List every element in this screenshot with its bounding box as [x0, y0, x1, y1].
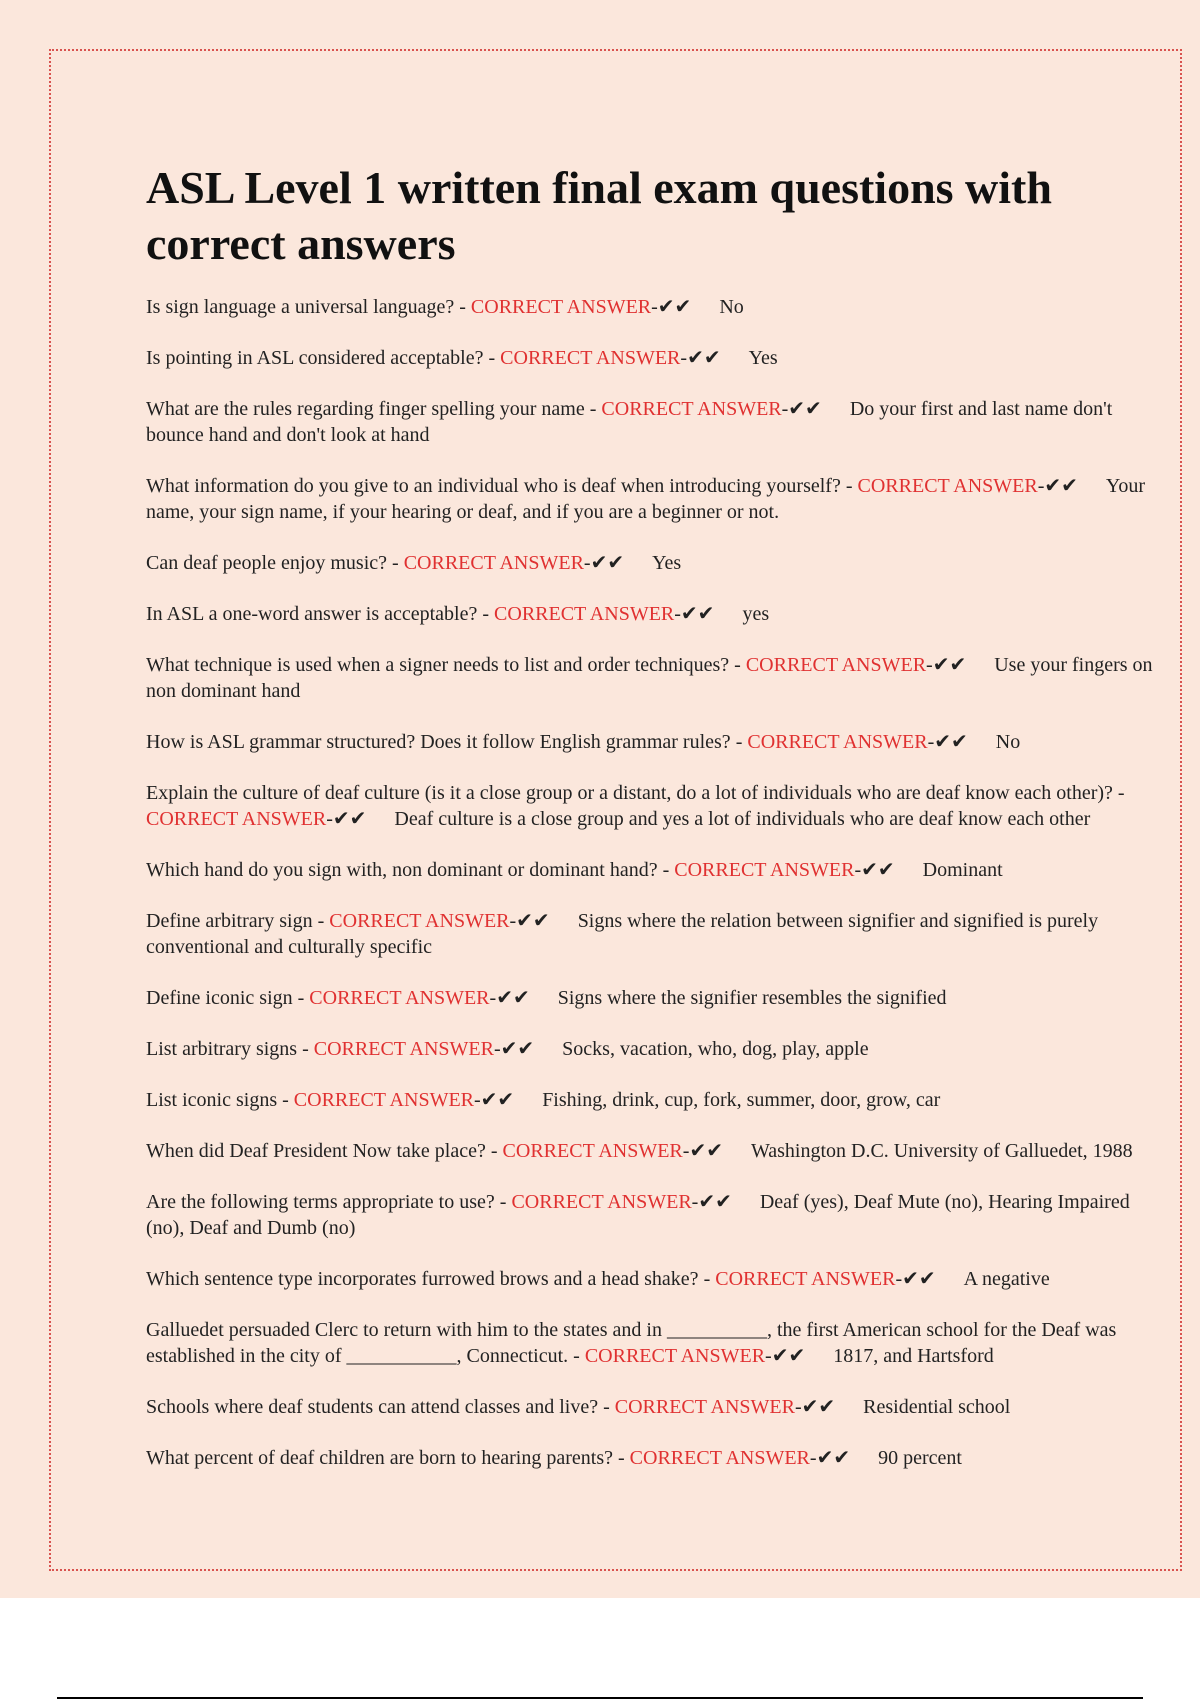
qa-item: Which sentence type incorporates furrowed brows and a head shake? - CORRECT ANSWER-✔✔ A negative: [146, 1268, 1050, 1290]
question-text: Are the following terms appropriate to use?: [146, 1191, 495, 1213]
question-text: Can deaf people enjoy music?: [146, 552, 388, 574]
checkmark-icon: ✔✔: [687, 347, 721, 369]
answer-text: Fishing, drink, cup, fork, summer, door, grow, car: [542, 1089, 941, 1111]
answer-text: A negative: [963, 1268, 1050, 1290]
correct-answer-label: CORRECT ANSWER: [494, 603, 675, 625]
correct-answer-label: CORRECT ANSWER: [747, 731, 928, 753]
answer-text: Deaf (yes), Deaf Mute (no), Hearing Impaired (no), Deaf and Dumb (no): [146, 1191, 1130, 1239]
question-text: Is pointing in ASL considered acceptable?: [146, 347, 484, 369]
answer-text: Dominant: [922, 859, 1003, 881]
correct-answer-label: CORRECT ANSWER: [293, 1089, 474, 1111]
answer-text: 1817, and Hartsford: [833, 1345, 994, 1367]
checkmark-icon: ✔✔: [788, 398, 822, 420]
checkmark-icon: ✔✔: [480, 1089, 515, 1111]
checkmark-icon: ✔✔: [902, 1268, 936, 1290]
checkmark-icon: ✔✔: [801, 1396, 836, 1418]
answer-text: No: [995, 731, 1021, 753]
question-text: What information do you give to an individual who is deaf when introducing yourself?: [146, 475, 841, 497]
correct-answer-label: CORRECT ANSWER: [502, 1140, 683, 1162]
correct-answer-label: CORRECT ANSWER: [715, 1268, 896, 1290]
correct-answer-label: CORRECT ANSWER: [857, 475, 1038, 497]
checkmark-icon: ✔✔: [590, 552, 625, 574]
correct-answer-label: CORRECT ANSWER: [674, 859, 855, 881]
document-content: [146, 160, 1166, 1496]
question-text: Define arbitrary sign: [146, 910, 313, 932]
question-text: What percent of deaf children are born to hearing parents?: [146, 1447, 613, 1469]
qa-item: Is sign language a universal language? - CORRECT ANSWER-✔✔ No: [146, 296, 744, 318]
answer-text: Yes: [748, 347, 778, 369]
qa-item: What are the rules regarding finger spelling your name - CORRECT ANSWER-✔✔ Do your first and last name don't bounce hand and don't look at hand: [146, 398, 1113, 446]
qa-item: When did Deaf President Now take place? - CORRECT ANSWER-✔✔ Washington D.C. University of Galluedet, 1988: [146, 1140, 1133, 1162]
qa-item: Define arbitrary sign - CORRECT ANSWER-✔✔ Signs where the relation between signifier and signified is purely conventional and culturally specific: [146, 910, 1099, 958]
qa-item: Can deaf people enjoy music? - CORRECT ANSWER-✔✔ Yes: [146, 552, 682, 574]
qa-item: In ASL a one-word answer is acceptable? - CORRECT ANSWER-✔✔ yes: [146, 603, 770, 625]
checkmark-icon: ✔✔: [500, 1038, 535, 1060]
checkmark-icon: ✔✔: [657, 296, 692, 318]
qa-item: Galluedet persuaded Clerc to return with him to the states and in __________, the first American school for the Deaf was established in the city of ___________, Connecticut. - CORRECT ANSWER-✔✔ 1817, and Hartsford: [146, 1319, 1117, 1367]
answer-text: Do your first and last name don't bounce hand and don't look at hand: [146, 398, 1113, 446]
correct-answer-label: CORRECT ANSWER: [629, 1447, 810, 1469]
checkmark-icon: ✔✔: [689, 1140, 723, 1162]
answer-text: Signs where the signifier resembles the signified: [557, 987, 947, 1009]
qa-item: Is pointing in ASL considered acceptable? - CORRECT ANSWER-✔✔ Yes: [146, 347, 778, 369]
checkmark-icon: ✔✔: [680, 603, 715, 625]
answer-text: Signs where the relation between signifier and signified is purely conventional and culturally specific: [146, 910, 1099, 958]
checkmark-icon: ✔✔: [816, 1447, 851, 1469]
checkmark-icon: ✔✔: [496, 987, 530, 1009]
answer-text: 90 percent: [878, 1447, 962, 1469]
question-text: Which hand do you sign with, non dominant or dominant hand?: [146, 859, 658, 881]
qa-list: [146, 294, 1166, 1471]
checkmark-icon: ✔✔: [698, 1191, 732, 1213]
answer-text: yes: [742, 603, 770, 625]
question-text: Is sign language a universal language?: [146, 296, 455, 318]
answer-text: Residential school: [863, 1396, 1011, 1418]
correct-answer-label: CORRECT ANSWER: [309, 987, 490, 1009]
question-text: Explain the culture of deaf culture (is it a close group or a distant, do a lot of individuals who are deaf know each other)?: [146, 782, 1113, 804]
checkmark-icon: ✔✔: [861, 859, 895, 881]
correct-answer-label: CORRECT ANSWER: [614, 1396, 795, 1418]
correct-answer-label: CORRECT ANSWER: [601, 398, 782, 420]
qa-item: How is ASL grammar structured? Does it follow English grammar rules? - CORRECT ANSWER-✔✔ No: [146, 731, 1021, 753]
correct-answer-label: CORRECT ANSWER: [313, 1038, 494, 1060]
qa-item: Define iconic sign - CORRECT ANSWER-✔✔ Signs where the signifier resembles the signified: [146, 987, 947, 1009]
correct-answer-label: CORRECT ANSWER: [470, 296, 652, 318]
qa-item: What percent of deaf children are born to hearing parents? - CORRECT ANSWER-✔✔ 90 percent: [146, 1447, 962, 1469]
answer-text: No: [719, 296, 744, 318]
question-text: When did Deaf President Now take place?: [146, 1140, 486, 1162]
checkmark-icon: ✔✔: [932, 654, 967, 676]
correct-answer-label: CORRECT ANSWER: [403, 552, 584, 574]
question-text: List arbitrary signs: [146, 1038, 298, 1060]
answer-text: Use your fingers on non dominant hand: [146, 654, 1153, 702]
checkmark-icon: ✔✔: [771, 1345, 806, 1367]
answer-text: Yes: [652, 552, 682, 574]
qa-item: List arbitrary signs - CORRECT ANSWER-✔✔ Socks, vacation, who, dog, play, apple: [146, 1038, 869, 1060]
checkmark-icon: ✔✔: [332, 808, 367, 830]
answer-text: Washington D.C. University of Galluedet, 1988: [750, 1140, 1133, 1162]
question-text: What technique is used when a signer needs to list and order techniques?: [146, 654, 730, 676]
qa-item: Schools where deaf students can attend classes and live? - CORRECT ANSWER-✔✔ Residential school: [146, 1396, 1011, 1418]
correct-answer-label: CORRECT ANSWER: [146, 808, 327, 830]
question-text: What are the rules regarding finger spelling your name: [146, 398, 585, 420]
question-text: How is ASL grammar structured? Does it follow English grammar rules?: [146, 731, 731, 753]
qa-item: Are the following terms appropriate to use? - CORRECT ANSWER-✔✔ Deaf (yes), Deaf Mute (no), Hearing Impaired (no), Deaf and Dumb (no): [146, 1191, 1130, 1239]
question-text: Galluedet persuaded Clerc to return with him to the states and in __________, the first American school for the Deaf was established in the city of ___________, Connecticut.: [146, 1319, 1117, 1367]
answer-text: Deaf culture is a close group and yes a lot of individuals who are deaf know each other: [394, 808, 1091, 830]
qa-item: Which hand do you sign with, non dominant or dominant hand? - CORRECT ANSWER-✔✔ Dominant: [146, 859, 1003, 881]
question-text: List iconic signs: [146, 1089, 278, 1111]
qa-item: Explain the culture of deaf culture (is it a close group or a distant, do a lot of individuals who are deaf know each other)? - CORRECT ANSWER-✔✔ Deaf culture is a close group and yes a lot of individuals who are deaf know each other: [146, 782, 1125, 830]
question-text: Which sentence type incorporates furrowed brows and a head shake?: [146, 1268, 699, 1290]
correct-answer-label: CORRECT ANSWER: [329, 910, 510, 932]
document-title: ASL Level 1 written final exam questions with correct answers: [146, 162, 1052, 269]
qa-item: What technique is used when a signer needs to list and order techniques? - CORRECT ANSWER-✔✔ Use your fingers on non dominant hand: [146, 654, 1153, 702]
qa-item: List iconic signs - CORRECT ANSWER-✔✔ Fishing, drink, cup, fork, summer, door, grow, car: [146, 1089, 941, 1111]
correct-answer-label: CORRECT ANSWER: [511, 1191, 692, 1213]
answer-text: Socks, vacation, who, dog, play, apple: [562, 1038, 869, 1060]
question-text: Define iconic sign: [146, 987, 293, 1009]
answer-text: Your name, your sign name, if your hearing or deaf, and if you are a beginner or not.: [146, 475, 1146, 523]
question-text: In ASL a one-word answer is acceptable?: [146, 603, 478, 625]
checkmark-icon: ✔✔: [934, 731, 968, 753]
checkmark-icon: ✔✔: [1044, 475, 1078, 497]
bottom-rule: [57, 1697, 1143, 1699]
qa-item: What information do you give to an individual who is deaf when introducing yourself? - CORRECT ANSWER-✔✔ Your name, your sign name, if your hearing or deaf, and if you are a beginner or not.: [146, 475, 1146, 523]
correct-answer-label: CORRECT ANSWER: [500, 347, 681, 369]
correct-answer-label: CORRECT ANSWER: [584, 1345, 766, 1367]
question-text: Schools where deaf students can attend classes and live?: [146, 1396, 599, 1418]
correct-answer-label: CORRECT ANSWER: [745, 654, 927, 676]
checkmark-icon: ✔✔: [516, 910, 550, 932]
